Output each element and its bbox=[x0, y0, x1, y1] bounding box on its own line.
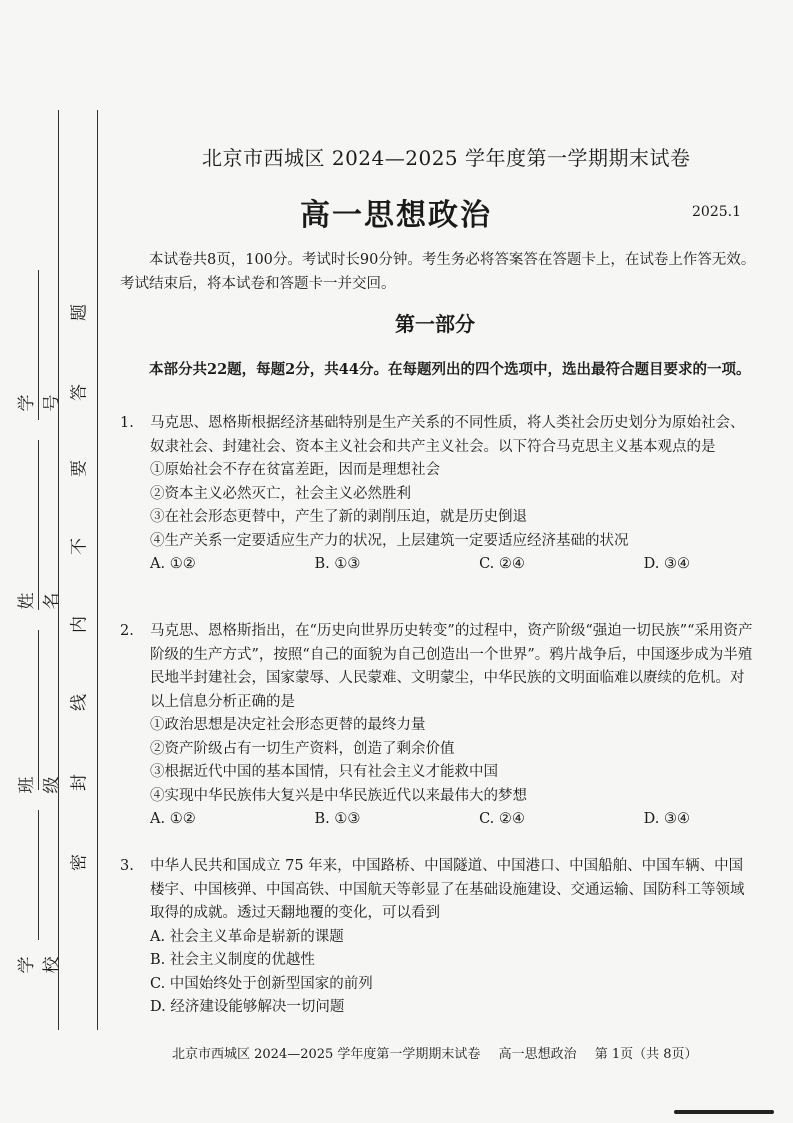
question-number: 1. bbox=[120, 415, 134, 431]
name-blank[interactable] bbox=[38, 440, 39, 610]
footer-title: 北京市西城区 2024—2025 学年度第一学期期末试卷 bbox=[172, 1047, 481, 1062]
seal-char: 要 bbox=[69, 460, 90, 477]
seal-char: 不 bbox=[69, 538, 90, 555]
question-number: 3. bbox=[120, 858, 134, 874]
option-b[interactable]: B. ①③ bbox=[314, 811, 361, 827]
option-d[interactable]: D. 经济建设能够解决一切问题 bbox=[150, 999, 345, 1015]
answer-options bbox=[150, 808, 690, 832]
question-3 bbox=[120, 855, 756, 1020]
seal-line bbox=[97, 110, 98, 1030]
part-title: 第一部分 bbox=[395, 312, 475, 336]
option-c[interactable]: C. ②④ bbox=[479, 811, 525, 827]
name-label: 姓名 bbox=[17, 592, 62, 610]
subject-title: 高一思想政治 bbox=[300, 198, 492, 233]
option-a[interactable]: A. 社会主义革命是崭新的课题 bbox=[150, 928, 344, 945]
statement-item: ②资产阶级占有一切生产资料，创造了剩余价值 bbox=[150, 740, 455, 757]
statement-item: ③在社会形态更替中，产生了新的剥削压迫，就是历史倒退 bbox=[150, 509, 527, 525]
option-b[interactable]: B. ①③ bbox=[314, 556, 361, 572]
student-id-label: 学号 bbox=[17, 394, 62, 412]
option-b[interactable]: B. 社会主义制度的优越性 bbox=[150, 952, 315, 968]
option-c[interactable]: C. ②④ bbox=[479, 556, 525, 572]
option-d[interactable]: D. ③④ bbox=[643, 811, 690, 827]
question-stem: 中华人民共和国成立 75 年来，中国路桥、中国隧道、中国港口、中国船舶、中国车辆、中国楼宇、中国核弹、中国高铁、中国航天等彰显了在基础设施建设、交通运输、国防科工等领域取得的成就。透过天翻地覆的变化，可以看到 bbox=[150, 858, 745, 921]
seal-char: 密 bbox=[69, 854, 90, 871]
page-footer bbox=[172, 1043, 712, 1062]
question-1 bbox=[120, 412, 756, 577]
scan-mark bbox=[674, 1110, 774, 1114]
seal-char: 线 bbox=[69, 694, 90, 711]
statement-item: ①政治思想是决定社会形态更替的最终力量 bbox=[150, 717, 426, 733]
seal-char: 内 bbox=[69, 616, 90, 633]
exam-instructions: 本试卷共8页，100分。考试时长90分钟。考生务必将答案答在答题卡上，在试卷上作答无效。考试结束后，将本试卷和答题卡一并交回。 bbox=[120, 252, 756, 292]
binding-margin bbox=[0, 110, 110, 1030]
statement-item: ②资本主义必然灭亡，社会主义必然胜利 bbox=[150, 485, 411, 502]
seal-char: 封 bbox=[69, 774, 90, 791]
part-description: 本部分共22题，每题2分，共44分。在每题列出的四个选项中，选出最符合题目要求的一项。 bbox=[149, 361, 751, 378]
binding-line bbox=[58, 110, 59, 1030]
answer-options bbox=[150, 553, 690, 577]
question-stem: 马克思、恩格斯根据经济基础特别是生产关系的不同性质，将人类社会历史划分为原始社会、奴隶社会、封建社会、资本主义社会和共产主义社会。以下符合马克思主义基本观点的是 bbox=[150, 415, 745, 455]
question-number: 2. bbox=[120, 623, 134, 639]
class-label: 班级 bbox=[17, 776, 62, 794]
question-2 bbox=[120, 620, 756, 832]
statement-item: ④实现中华民族伟大复兴是中华民族近代以来最伟大的梦想 bbox=[150, 787, 527, 804]
option-a[interactable]: A. ①② bbox=[150, 556, 196, 572]
school-blank[interactable] bbox=[38, 810, 39, 940]
exam-title: 北京市西城区 2024—2025 学年度第一学期期末试卷 bbox=[202, 146, 691, 170]
statement-item: ④生产关系一定要适应生产力的状况，上层建筑一定要适应经济基础的状况 bbox=[150, 532, 629, 549]
statement-item: ③根据近代中国的基本国情，只有社会主义才能救中国 bbox=[150, 764, 498, 780]
option-d[interactable]: D. ③④ bbox=[643, 556, 690, 572]
school-label: 学校 bbox=[17, 956, 62, 974]
footer-page-number: 第 1页（共 8页） bbox=[594, 1047, 698, 1062]
seal-char: 答 bbox=[69, 384, 90, 401]
question-stem: 马克思、恩格斯指出，在“历史向世界历史转变”的过程中，资产阶级“强迫一切民族”“采用资产阶级的生产方式”，按照“自己的面貌为自己创造出一个世界”。鸦片战争后，中国逐步成为半殖民地半封建社会，国家蒙辱、人民蒙难、文明蒙尘，中华民族的文明面临难以赓续的危机。对以上信息分析正确的是 bbox=[150, 623, 753, 710]
seal-char: 题 bbox=[69, 304, 90, 321]
option-c[interactable]: C. 中国始终处于创新型国家的前列 bbox=[150, 975, 373, 992]
exam-date: 2025.1 bbox=[692, 204, 741, 220]
statement-item: ①原始社会不存在贫富差距，因而是理想社会 bbox=[150, 462, 440, 478]
option-a[interactable]: A. ①② bbox=[150, 811, 196, 827]
footer-subject: 高一思想政治 bbox=[498, 1047, 577, 1062]
class-blank[interactable] bbox=[38, 630, 39, 790]
